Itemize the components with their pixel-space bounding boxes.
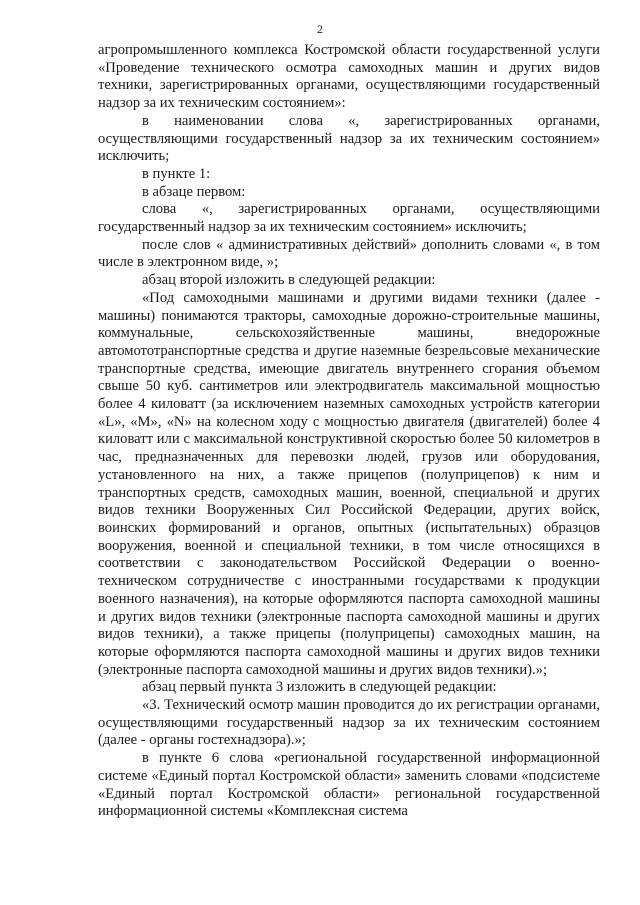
- page-number: 2: [317, 22, 323, 36]
- paragraph-point-3: абзац первый пункта 3 изложить в следующей редакции:: [142, 679, 497, 696]
- paragraph-electronic-addition: после слов « административных действий» дополнить словами «, в том числе в электронном виде, »;: [98, 236, 600, 271]
- paragraph-words-exclusion: слова «, зарегистрированных органами, осуществляющими государственный надзор за их техническим состоянием» исключить;: [98, 201, 600, 236]
- document-body: [98, 42, 600, 821]
- paragraph-title-amendment: в наименовании слова «, зарегистрированных органами, осуществляющими государственный надзор за их техническим состоянием» исключить;: [98, 112, 600, 165]
- paragraph-point-1: в пункте 1:: [142, 165, 211, 182]
- paragraph-continuation: агропромышленного комплекса Костромской области государственной услуги «Проведение технического осмотра самоходных машин и других видов техники, зарегистрированных органами, осуществляющими государственный надзор за их техническим состоянием»:: [98, 42, 600, 112]
- paragraph-point-6: в пункте 6 слова «региональной государственной информационной системе «Единый портал Костромской области» заменить словами «подсистеме «Единый портал Костромской области» региональной государственной информационной системы «Комплексная система: [98, 750, 600, 820]
- paragraph-second-subparagraph: абзац второй изложить в следующей редакции:: [142, 272, 436, 289]
- paragraph-first-subparagraph: в абзаце первом:: [142, 183, 246, 200]
- paragraph-inspection-text: «3. Технический осмотр машин проводится до их регистрации органами, осуществляющими государственный надзор за их техническим состоянием (далее - органы гостехнадзора).»;: [98, 697, 600, 749]
- paragraph-machines-definition: «Под самоходными машинами и другими видами техники (далее - машины) понимаются тракторы, самоходные дорожно-строительные машины, коммунальные, сельскохозяйственные машины, внедорожные автомототранспортные средства и другие наземные безрельсовые механические транспортные средства, имеющие двигатель внутреннего сгорания объемом свыше 50 куб. сантиметров или электродвигатель максимальной мощностью более 4 киловатт (за исключением наземных самоходных устройств категории «L», «M», «N» на колесном ходу с мощностью двигателя (двигателей) более 4 киловатт или с максимальной конструктивной скоростью более 50 километров в час, предназначенных для перевозки людей, грузов или оборудования, установленного на них, а также прицепов (полуприцепов) к ним и транспортных средств, самоходных машин, военной, специальной и других видов техники Вооруженных Сил Российской Федерации, других войск, воинских формирований и органов, опытных (испытательных) образцов вооружения, военной и специальной техники, в том числе относящихся в соответствии с законодательством Российской Федерации о военно-техническом сотрудничестве с иностранными государствами к продукции военного назначения), на которые оформляются паспорта самоходной машины и других видов техники (электронные паспорта самоходной машины и других видов техники), а также прицепы (полуприцепы) самоходных машин, на которые оформляются паспорта самоходной машины и других видов техники (электронные паспорта самоходной машины и других видов техники).»;: [98, 289, 600, 678]
